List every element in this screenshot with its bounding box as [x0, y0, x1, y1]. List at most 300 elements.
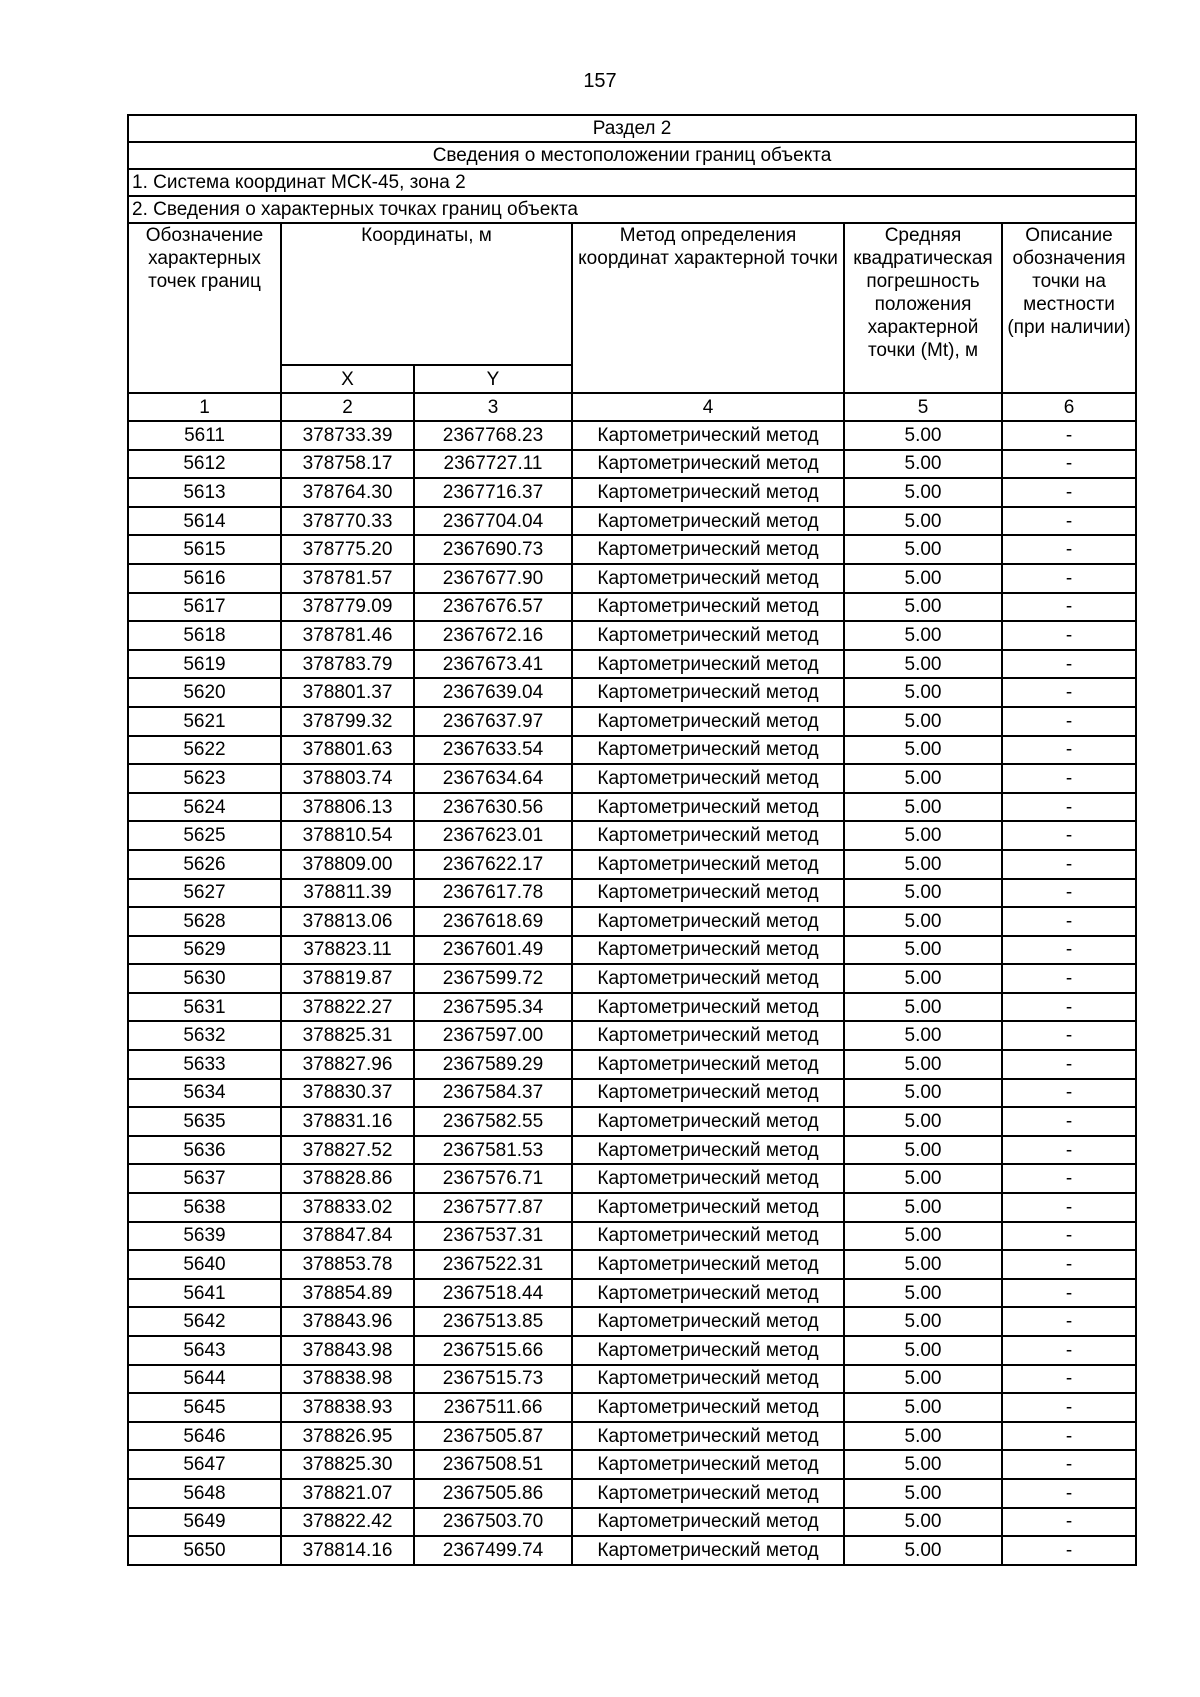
method-cell: Картометрический метод	[572, 993, 844, 1022]
error-cell: 5.00	[844, 1450, 1002, 1479]
point-id-cell: 5636	[128, 1136, 281, 1165]
point-id-cell: 5639	[128, 1222, 281, 1251]
header-description: Описание обозначения точки на местности (при наличии)	[1002, 223, 1136, 393]
y-coordinate-cell: 2367677.90	[414, 564, 572, 593]
description-cell: -	[1002, 621, 1136, 650]
y-coordinate-cell: 2367505.86	[414, 1479, 572, 1508]
description-cell: -	[1002, 478, 1136, 507]
table-row	[128, 1393, 1136, 1422]
y-coordinate-cell: 2367676.57	[414, 593, 572, 622]
description-cell: -	[1002, 1193, 1136, 1222]
description-cell: -	[1002, 650, 1136, 679]
point-id-cell: 5649	[128, 1508, 281, 1537]
description-cell: -	[1002, 850, 1136, 879]
y-coordinate-cell: 2367503.70	[414, 1508, 572, 1537]
method-cell: Картометрический метод	[572, 764, 844, 793]
error-cell: 5.00	[844, 907, 1002, 936]
table-row	[128, 1508, 1136, 1537]
error-cell: 5.00	[844, 1164, 1002, 1193]
error-cell: 5.00	[844, 621, 1002, 650]
method-cell: Картометрический метод	[572, 879, 844, 908]
error-cell: 5.00	[844, 850, 1002, 879]
description-cell: -	[1002, 1164, 1136, 1193]
y-coordinate-cell: 2367537.31	[414, 1222, 572, 1251]
table-row	[128, 450, 1136, 479]
point-id-cell: 5617	[128, 593, 281, 622]
point-id-cell: 5619	[128, 650, 281, 679]
column-number: 2	[281, 393, 414, 421]
table-row	[128, 1222, 1136, 1251]
table-row	[128, 593, 1136, 622]
y-coordinate-cell: 2367597.00	[414, 1021, 572, 1050]
method-cell: Картометрический метод	[572, 1193, 844, 1222]
x-coordinate-cell: 378822.27	[281, 993, 414, 1022]
error-cell: 5.00	[844, 1536, 1002, 1565]
points-heading: 2. Сведения о характерных точках границ объекта	[128, 196, 1136, 223]
description-cell: -	[1002, 1508, 1136, 1537]
error-cell: 5.00	[844, 650, 1002, 679]
table-row	[128, 421, 1136, 450]
error-cell: 5.00	[844, 793, 1002, 822]
method-cell: Картометрический метод	[572, 1307, 844, 1336]
error-cell: 5.00	[844, 678, 1002, 707]
error-cell: 5.00	[844, 1422, 1002, 1451]
method-cell: Картометрический метод	[572, 421, 844, 450]
method-cell: Картометрический метод	[572, 1050, 844, 1079]
x-coordinate-cell: 378814.16	[281, 1536, 414, 1565]
error-cell: 5.00	[844, 1136, 1002, 1165]
x-coordinate-cell: 378843.96	[281, 1307, 414, 1336]
x-coordinate-cell: 378813.06	[281, 907, 414, 936]
point-id-cell: 5625	[128, 821, 281, 850]
x-coordinate-cell: 378827.96	[281, 1050, 414, 1079]
table-row	[128, 650, 1136, 679]
point-id-cell: 5637	[128, 1164, 281, 1193]
error-cell: 5.00	[844, 1307, 1002, 1336]
description-cell: -	[1002, 564, 1136, 593]
method-cell: Картометрический метод	[572, 507, 844, 536]
y-coordinate-cell: 2367499.74	[414, 1536, 572, 1565]
point-id-cell: 5631	[128, 993, 281, 1022]
x-coordinate-cell: 378809.00	[281, 850, 414, 879]
description-cell: -	[1002, 1079, 1136, 1108]
point-id-cell: 5634	[128, 1079, 281, 1108]
x-coordinate-cell: 378811.39	[281, 879, 414, 908]
error-cell: 5.00	[844, 1365, 1002, 1394]
x-coordinate-cell: 378779.09	[281, 593, 414, 622]
method-cell: Картометрический метод	[572, 1021, 844, 1050]
y-coordinate-cell: 2367522.31	[414, 1250, 572, 1279]
x-coordinate-cell: 378770.33	[281, 507, 414, 536]
section-subtitle: Сведения о местоположении границ объекта	[128, 142, 1136, 169]
column-number: 6	[1002, 393, 1136, 421]
header-coordinates: Координаты, м	[281, 223, 572, 365]
table-row	[128, 793, 1136, 822]
y-coordinate-cell: 2367622.17	[414, 850, 572, 879]
column-number: 5	[844, 393, 1002, 421]
description-cell: -	[1002, 764, 1136, 793]
y-coordinate-cell: 2367727.11	[414, 450, 572, 479]
point-id-cell: 5647	[128, 1450, 281, 1479]
x-coordinate-cell: 378826.95	[281, 1422, 414, 1451]
table-row	[128, 535, 1136, 564]
point-id-cell: 5640	[128, 1250, 281, 1279]
error-cell: 5.00	[844, 936, 1002, 965]
error-cell: 5.00	[844, 564, 1002, 593]
y-coordinate-cell: 2367637.97	[414, 707, 572, 736]
point-id-cell: 5615	[128, 535, 281, 564]
description-cell: -	[1002, 1250, 1136, 1279]
method-cell: Картометрический метод	[572, 1107, 844, 1136]
y-coordinate-cell: 2367595.34	[414, 993, 572, 1022]
table-row	[128, 907, 1136, 936]
point-id-cell: 5624	[128, 793, 281, 822]
description-cell: -	[1002, 1365, 1136, 1394]
x-coordinate-cell: 378801.63	[281, 736, 414, 765]
method-cell: Картометрический метод	[572, 478, 844, 507]
table-row	[128, 1479, 1136, 1508]
x-coordinate-cell: 378838.93	[281, 1393, 414, 1422]
method-cell: Картометрический метод	[572, 1136, 844, 1165]
error-cell: 5.00	[844, 1336, 1002, 1365]
method-cell: Картометрический метод	[572, 907, 844, 936]
method-cell: Картометрический метод	[572, 821, 844, 850]
y-coordinate-cell: 2367518.44	[414, 1279, 572, 1308]
method-cell: Картометрический метод	[572, 1365, 844, 1394]
table-row	[128, 821, 1136, 850]
method-cell: Картометрический метод	[572, 1536, 844, 1565]
table-row	[128, 1021, 1136, 1050]
x-coordinate-cell: 378833.02	[281, 1193, 414, 1222]
point-id-cell: 5635	[128, 1107, 281, 1136]
table-row	[128, 964, 1136, 993]
table-row	[128, 1107, 1136, 1136]
table-row	[128, 478, 1136, 507]
y-coordinate-cell: 2367505.87	[414, 1422, 572, 1451]
y-coordinate-cell: 2367599.72	[414, 964, 572, 993]
method-cell: Картометрический метод	[572, 707, 844, 736]
y-coordinate-cell: 2367704.04	[414, 507, 572, 536]
description-cell: -	[1002, 450, 1136, 479]
y-coordinate-cell: 2367589.29	[414, 1050, 572, 1079]
y-coordinate-cell: 2367634.64	[414, 764, 572, 793]
description-cell: -	[1002, 993, 1136, 1022]
point-id-cell: 5646	[128, 1422, 281, 1451]
error-cell: 5.00	[844, 535, 1002, 564]
section-title: Раздел 2	[128, 115, 1136, 142]
table-row	[128, 707, 1136, 736]
y-coordinate-cell: 2367617.78	[414, 879, 572, 908]
x-coordinate-cell: 378803.74	[281, 764, 414, 793]
method-cell: Картометрический метод	[572, 936, 844, 965]
table-row	[128, 993, 1136, 1022]
error-cell: 5.00	[844, 593, 1002, 622]
y-coordinate-cell: 2367511.66	[414, 1393, 572, 1422]
y-coordinate-cell: 2367623.01	[414, 821, 572, 850]
table-row	[128, 764, 1136, 793]
x-coordinate-cell: 378781.46	[281, 621, 414, 650]
error-cell: 5.00	[844, 507, 1002, 536]
description-cell: -	[1002, 1050, 1136, 1079]
description-cell: -	[1002, 1107, 1136, 1136]
description-cell: -	[1002, 821, 1136, 850]
x-coordinate-cell: 378843.98	[281, 1336, 414, 1365]
method-cell: Картометрический метод	[572, 450, 844, 479]
description-cell: -	[1002, 907, 1136, 936]
boundary-points-table	[127, 114, 1137, 1566]
method-cell: Картометрический метод	[572, 1479, 844, 1508]
x-coordinate-cell: 378847.84	[281, 1222, 414, 1251]
method-cell: Картометрический метод	[572, 678, 844, 707]
point-id-cell: 5645	[128, 1393, 281, 1422]
y-coordinate-cell: 2367515.66	[414, 1336, 572, 1365]
description-cell: -	[1002, 879, 1136, 908]
method-cell: Картометрический метод	[572, 1422, 844, 1451]
column-number: 1	[128, 393, 281, 421]
y-coordinate-cell: 2367716.37	[414, 478, 572, 507]
point-id-cell: 5632	[128, 1021, 281, 1050]
point-id-cell: 5623	[128, 764, 281, 793]
table-row	[128, 1450, 1136, 1479]
y-coordinate-cell: 2367584.37	[414, 1079, 572, 1108]
y-coordinate-cell: 2367633.54	[414, 736, 572, 765]
description-cell: -	[1002, 736, 1136, 765]
header-point-designation: Обозначение характерных точек границ	[128, 223, 281, 393]
x-coordinate-cell: 378806.13	[281, 793, 414, 822]
table-row	[128, 1193, 1136, 1222]
x-coordinate-cell: 378810.54	[281, 821, 414, 850]
error-cell: 5.00	[844, 421, 1002, 450]
point-id-cell: 5621	[128, 707, 281, 736]
header-error: Средняя квадратическая погрешность положения характерной точки (Mt), м	[844, 223, 1002, 393]
point-id-cell: 5628	[128, 907, 281, 936]
point-id-cell: 5648	[128, 1479, 281, 1508]
column-number: 3	[414, 393, 572, 421]
error-cell: 5.00	[844, 1021, 1002, 1050]
point-id-cell: 5620	[128, 678, 281, 707]
x-coordinate-cell: 378801.37	[281, 678, 414, 707]
table-row	[128, 1250, 1136, 1279]
x-coordinate-cell: 378825.30	[281, 1450, 414, 1479]
point-id-cell: 5616	[128, 564, 281, 593]
method-cell: Картометрический метод	[572, 1450, 844, 1479]
method-cell: Картометрический метод	[572, 1393, 844, 1422]
method-cell: Картометрический метод	[572, 621, 844, 650]
header-method: Метод определения координат характерной точки	[572, 223, 844, 393]
method-cell: Картометрический метод	[572, 1279, 844, 1308]
description-cell: -	[1002, 421, 1136, 450]
error-cell: 5.00	[844, 450, 1002, 479]
x-coordinate-cell: 378823.11	[281, 936, 414, 965]
method-cell: Картометрический метод	[572, 1164, 844, 1193]
y-coordinate-cell: 2367581.53	[414, 1136, 572, 1165]
x-coordinate-cell: 378821.07	[281, 1479, 414, 1508]
method-cell: Картометрический метод	[572, 1222, 844, 1251]
y-coordinate-cell: 2367690.73	[414, 535, 572, 564]
point-id-cell: 5630	[128, 964, 281, 993]
table-row	[128, 678, 1136, 707]
x-coordinate-cell: 378819.87	[281, 964, 414, 993]
header-y: Y	[414, 365, 572, 393]
x-coordinate-cell: 378822.42	[281, 1508, 414, 1537]
table-row	[128, 1336, 1136, 1365]
error-cell: 5.00	[844, 1193, 1002, 1222]
description-cell: -	[1002, 1021, 1136, 1050]
y-coordinate-cell: 2367639.04	[414, 678, 572, 707]
method-cell: Картометрический метод	[572, 1336, 844, 1365]
description-cell: -	[1002, 507, 1136, 536]
method-cell: Картометрический метод	[572, 850, 844, 879]
point-id-cell: 5642	[128, 1307, 281, 1336]
table-row	[128, 936, 1136, 965]
y-coordinate-cell: 2367630.56	[414, 793, 572, 822]
method-cell: Картометрический метод	[572, 650, 844, 679]
y-coordinate-cell: 2367513.85	[414, 1307, 572, 1336]
error-cell: 5.00	[844, 1250, 1002, 1279]
point-id-cell: 5644	[128, 1365, 281, 1394]
table-row	[128, 1307, 1136, 1336]
error-cell: 5.00	[844, 1508, 1002, 1537]
table-row	[128, 621, 1136, 650]
point-id-cell: 5626	[128, 850, 281, 879]
description-cell: -	[1002, 1307, 1136, 1336]
x-coordinate-cell: 378827.52	[281, 1136, 414, 1165]
error-cell: 5.00	[844, 478, 1002, 507]
x-coordinate-cell: 378733.39	[281, 421, 414, 450]
error-cell: 5.00	[844, 1079, 1002, 1108]
error-cell: 5.00	[844, 1107, 1002, 1136]
point-id-cell: 5622	[128, 736, 281, 765]
method-cell: Картометрический метод	[572, 593, 844, 622]
error-cell: 5.00	[844, 964, 1002, 993]
header-x: X	[281, 365, 414, 393]
description-cell: -	[1002, 936, 1136, 965]
description-cell: -	[1002, 678, 1136, 707]
x-coordinate-cell: 378775.20	[281, 535, 414, 564]
description-cell: -	[1002, 593, 1136, 622]
method-cell: Картометрический метод	[572, 1250, 844, 1279]
method-cell: Картометрический метод	[572, 964, 844, 993]
column-number: 4	[572, 393, 844, 421]
table-row	[128, 879, 1136, 908]
method-cell: Картометрический метод	[572, 1508, 844, 1537]
y-coordinate-cell: 2367601.49	[414, 936, 572, 965]
description-cell: -	[1002, 1279, 1136, 1308]
description-cell: -	[1002, 1536, 1136, 1565]
x-coordinate-cell: 378828.86	[281, 1164, 414, 1193]
error-cell: 5.00	[844, 821, 1002, 850]
error-cell: 5.00	[844, 1393, 1002, 1422]
point-id-cell: 5614	[128, 507, 281, 536]
table-row	[128, 564, 1136, 593]
description-cell: -	[1002, 535, 1136, 564]
method-cell: Картометрический метод	[572, 793, 844, 822]
y-coordinate-cell: 2367582.55	[414, 1107, 572, 1136]
table-row	[128, 1536, 1136, 1565]
description-cell: -	[1002, 1393, 1136, 1422]
description-cell: -	[1002, 1422, 1136, 1451]
table-row	[128, 1422, 1136, 1451]
error-cell: 5.00	[844, 1050, 1002, 1079]
point-id-cell: 5650	[128, 1536, 281, 1565]
point-id-cell: 5612	[128, 450, 281, 479]
point-id-cell: 5629	[128, 936, 281, 965]
error-cell: 5.00	[844, 1222, 1002, 1251]
x-coordinate-cell: 378854.89	[281, 1279, 414, 1308]
error-cell: 5.00	[844, 736, 1002, 765]
error-cell: 5.00	[844, 1479, 1002, 1508]
description-cell: -	[1002, 1450, 1136, 1479]
method-cell: Картометрический метод	[572, 1079, 844, 1108]
method-cell: Картометрический метод	[572, 535, 844, 564]
x-coordinate-cell: 378758.17	[281, 450, 414, 479]
point-id-cell: 5611	[128, 421, 281, 450]
x-coordinate-cell: 378799.32	[281, 707, 414, 736]
y-coordinate-cell: 2367577.87	[414, 1193, 572, 1222]
x-coordinate-cell: 378764.30	[281, 478, 414, 507]
table-row	[128, 1136, 1136, 1165]
y-coordinate-cell: 2367508.51	[414, 1450, 572, 1479]
x-coordinate-cell: 378838.98	[281, 1365, 414, 1394]
point-id-cell: 5613	[128, 478, 281, 507]
error-cell: 5.00	[844, 1279, 1002, 1308]
y-coordinate-cell: 2367768.23	[414, 421, 572, 450]
x-coordinate-cell: 378853.78	[281, 1250, 414, 1279]
y-coordinate-cell: 2367673.41	[414, 650, 572, 679]
description-cell: -	[1002, 1136, 1136, 1165]
error-cell: 5.00	[844, 993, 1002, 1022]
description-cell: -	[1002, 964, 1136, 993]
x-coordinate-cell: 378783.79	[281, 650, 414, 679]
point-id-cell: 5633	[128, 1050, 281, 1079]
method-cell: Картометрический метод	[572, 736, 844, 765]
error-cell: 5.00	[844, 707, 1002, 736]
point-id-cell: 5618	[128, 621, 281, 650]
table-row	[128, 850, 1136, 879]
error-cell: 5.00	[844, 879, 1002, 908]
description-cell: -	[1002, 1479, 1136, 1508]
description-cell: -	[1002, 707, 1136, 736]
table-row	[128, 1164, 1136, 1193]
table-header	[128, 115, 1136, 421]
table-row	[128, 1079, 1136, 1108]
x-coordinate-cell: 378825.31	[281, 1021, 414, 1050]
description-cell: -	[1002, 793, 1136, 822]
table-row	[128, 1050, 1136, 1079]
page-number: 157	[583, 70, 617, 92]
error-cell: 5.00	[844, 764, 1002, 793]
table-row	[128, 1279, 1136, 1308]
point-id-cell: 5638	[128, 1193, 281, 1222]
y-coordinate-cell: 2367618.69	[414, 907, 572, 936]
table-row	[128, 1365, 1136, 1394]
y-coordinate-cell: 2367515.73	[414, 1365, 572, 1394]
point-id-cell: 5643	[128, 1336, 281, 1365]
table-row	[128, 507, 1136, 536]
description-cell: -	[1002, 1222, 1136, 1251]
x-coordinate-cell: 378781.57	[281, 564, 414, 593]
description-cell: -	[1002, 1336, 1136, 1365]
point-id-cell: 5627	[128, 879, 281, 908]
table-body	[128, 421, 1136, 1565]
y-coordinate-cell: 2367576.71	[414, 1164, 572, 1193]
x-coordinate-cell: 378831.16	[281, 1107, 414, 1136]
table-row	[128, 736, 1136, 765]
coordinate-system: 1. Система координат МСК-45, зона 2	[128, 169, 1136, 196]
x-coordinate-cell: 378830.37	[281, 1079, 414, 1108]
point-id-cell: 5641	[128, 1279, 281, 1308]
y-coordinate-cell: 2367672.16	[414, 621, 572, 650]
